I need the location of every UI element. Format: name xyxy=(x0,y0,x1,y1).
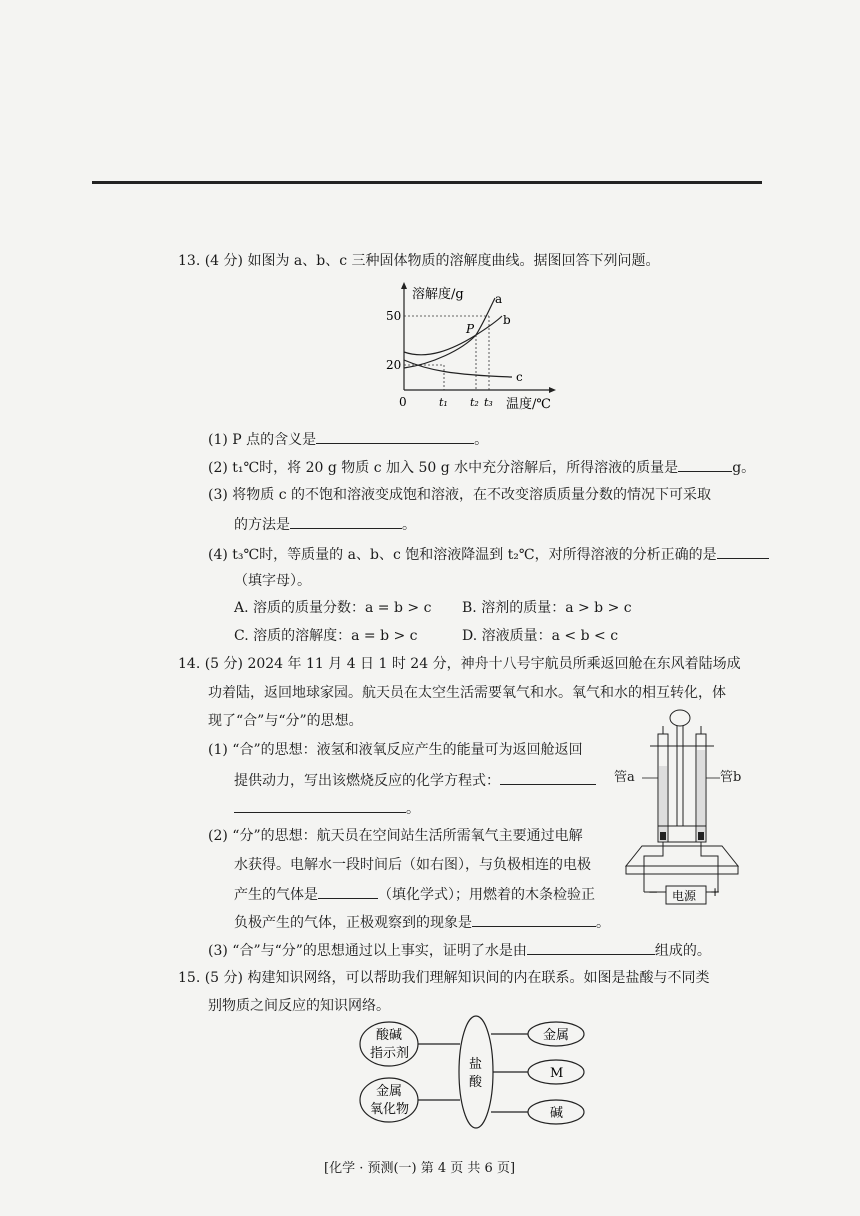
point-label-p: P xyxy=(466,322,475,336)
answer-blank-13-4[interactable] xyxy=(717,546,769,559)
q13-s3-line1: (3) 将物质 c 的不饱和溶液变成饱和溶液，在不改变溶质质量分数的情况下可采取 xyxy=(208,487,712,503)
x-tick-t1: t₁ xyxy=(439,396,448,409)
x-tick-t2: t₂ xyxy=(470,396,479,409)
page-footer: [化学 · 预测(一) 第 4 页 共 6 页] xyxy=(324,1161,516,1176)
series-label-b: b xyxy=(503,313,511,327)
node-indicator-2: 指示剂 xyxy=(370,1046,410,1061)
q14-s3: (3) “合”与“分”的思想通过以上事实，证明了水是由 组成的。 xyxy=(208,943,711,959)
series-label-a: a xyxy=(495,292,503,306)
electrolysis-apparatus xyxy=(620,706,740,912)
y-axis-label: 溶解度/g xyxy=(412,287,464,302)
hcl-knowledge-network xyxy=(356,1012,596,1134)
power-label: 电源 xyxy=(672,889,697,903)
q13-s4-line2: （填字母）。 xyxy=(234,573,311,589)
answer-blank-14-1b[interactable] xyxy=(234,800,406,813)
q13-s1: (1) P 点的含义是 。 xyxy=(208,432,489,448)
node-metal: 金属 xyxy=(543,1028,570,1043)
plus-sign: + xyxy=(710,885,721,899)
q15-line2: 别物质之间反应的知识网络。 xyxy=(208,998,390,1014)
q14-line1: 14. (5 分) 2024 年 11 月 4 日 1 时 24 分，神舟十八号宇航员所乘返回舱在东风着陆场成 xyxy=(178,656,741,672)
q14-line2: 功着陆，返回地球家园。航天员在太空生活需要氧气和水。氧气和水的相互转化，体 xyxy=(208,685,726,701)
q14-s2-line4: 负极产生的气体，正极观察到的现象是 。 xyxy=(234,915,610,931)
option-c: C. 溶质的溶解度：a = b > c xyxy=(234,628,418,644)
q14-s2-line1: (2) “分”的思想：航天员在空间站生活所需氧气主要通过电解 xyxy=(208,828,583,844)
answer-blank-14-2a[interactable] xyxy=(318,886,378,899)
q14-s1-line3: 。 xyxy=(234,800,420,816)
q15-line1: 15. (5 分) 构建知识网络，可以帮助我们理解知识间的内在联系。如图是盐酸与不同类 xyxy=(178,970,710,986)
q13-stem: 13. (4 分) 如图为 a、b、c 三种固体物质的溶解度曲线。据图回答下列问题。 xyxy=(178,253,660,269)
q14-line3: 现了“合”与“分”的思想。 xyxy=(208,713,363,729)
answer-blank-14-1a[interactable] xyxy=(500,772,596,785)
curve-b xyxy=(404,316,502,355)
node-m: M xyxy=(550,1066,564,1081)
minus-sign: − xyxy=(648,885,659,899)
q14-s1-line2: 提供动力，写出该燃烧反应的化学方程式： xyxy=(234,772,596,788)
q14-s2-line2: 水获得。电解水一段时间后（如右图），与负极相连的电极 xyxy=(234,857,591,873)
q13-s3-line2: 的方法是 。 xyxy=(234,517,416,533)
x-tick-t3: t₃ xyxy=(484,396,493,409)
solubility-curve-chart xyxy=(372,280,572,420)
answer-blank-13-2[interactable] xyxy=(678,459,732,472)
x-axis-label: 温度/℃ xyxy=(506,397,551,412)
answer-blank-13-1[interactable] xyxy=(316,431,474,444)
y-tick-50: 50 xyxy=(386,309,402,323)
tube-a-label: 管a xyxy=(614,770,635,785)
curve-c xyxy=(404,360,512,377)
answer-blank-14-2b[interactable] xyxy=(472,914,596,927)
node-base: 碱 xyxy=(550,1106,564,1121)
header-rule xyxy=(92,181,762,184)
option-d: D. 溶液质量：a < b < c xyxy=(462,628,619,644)
option-b: B. 溶剂的质量：a > b > c xyxy=(462,600,632,616)
node-metal-oxide-2: 氧化物 xyxy=(370,1102,410,1117)
curve-a xyxy=(404,298,495,368)
series-label-c: c xyxy=(516,370,523,384)
y-tick-20: 20 xyxy=(386,358,402,372)
answer-blank-13-3[interactable] xyxy=(290,516,402,529)
q14-s1-line1: (1) “合”的思想：液氢和液氧反应产生的能量可为返回舱返回 xyxy=(208,742,583,758)
node-indicator-1: 酸碱 xyxy=(376,1028,403,1043)
q13-s2: (2) t₁℃时，将 20 g 物质 c 加入 50 g 水中充分溶解后，所得溶液的质量是 g。 xyxy=(208,460,756,476)
answer-blank-14-3[interactable] xyxy=(527,942,655,955)
node-metal-oxide-1: 金属 xyxy=(376,1084,403,1099)
q13-s4-line1: (4) t₃℃时，等质量的 a、b、c 饱和溶液降温到 t₂℃，对所得溶液的分析正确的是 xyxy=(208,546,769,562)
origin-label: 0 xyxy=(399,395,407,409)
q14-s2-line3: 产生的气体是 （填化学式）；用燃着的木条检验正 xyxy=(234,887,595,903)
center-text-1: 盐 xyxy=(469,1057,483,1072)
center-text-2: 酸 xyxy=(469,1075,483,1090)
option-a: A. 溶质的质量分数：a = b > c xyxy=(234,600,432,616)
tube-b-label: 管b xyxy=(720,770,742,785)
